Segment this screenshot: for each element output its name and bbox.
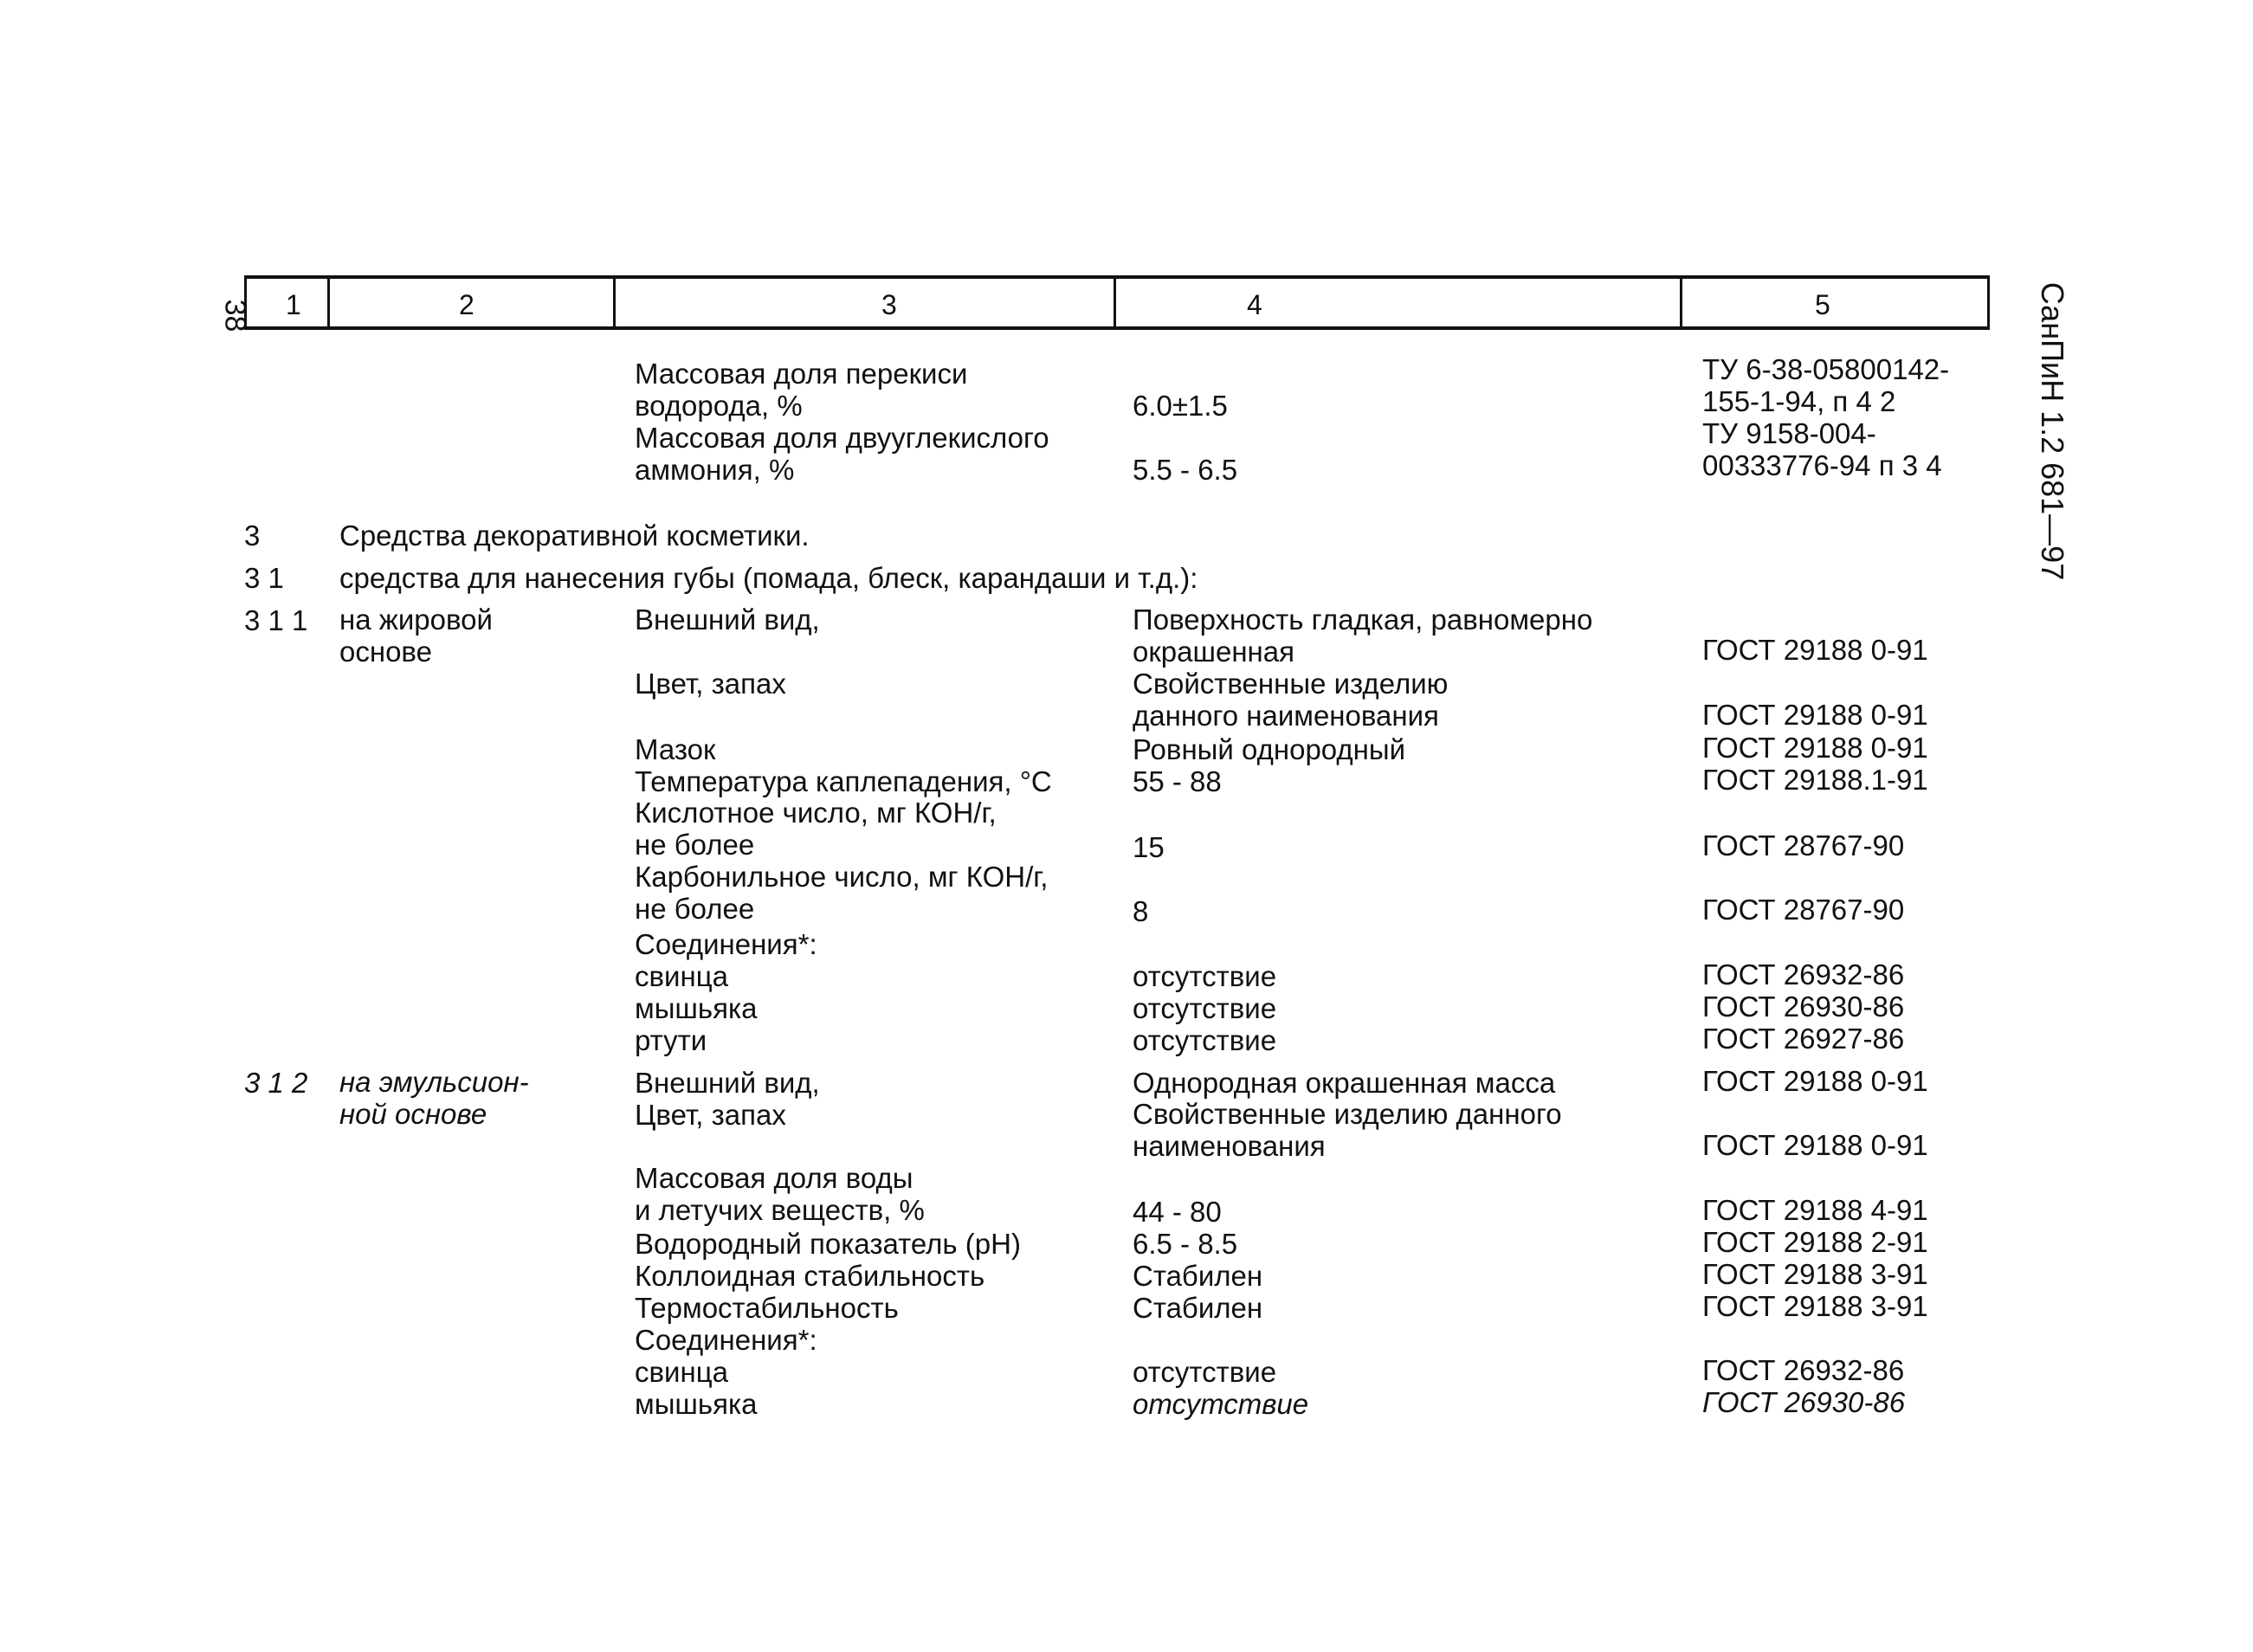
param-value: Стабилен (1133, 1292, 1263, 1324)
param-value: 8 (1133, 895, 1149, 927)
param-name: Термостабильность (635, 1292, 899, 1324)
param-standard: ГОСТ 29188 0-91 (1702, 1065, 1928, 1097)
header-divider (1114, 275, 1116, 330)
product-type: на эмульсион- ной основе (339, 1066, 529, 1130)
param-value: отсутствие (1133, 960, 1277, 992)
param-value: Ровный однородный (1133, 733, 1406, 765)
param-name: Соединения*: (635, 928, 817, 960)
param-value: Поверхность гладкая, равномерно окрашенная (1133, 603, 1593, 668)
param-standard: ГОСТ 29188 4-91 (1702, 1194, 1928, 1226)
param-name: Массовая доля воды и летучих веществ, % (635, 1162, 925, 1226)
param-standard: ГОСТ 29188 2-91 (1702, 1226, 1928, 1258)
param-name: Внешний вид, (635, 1067, 820, 1099)
header-divider (1680, 275, 1682, 330)
param-value: 44 - 80 (1133, 1196, 1222, 1228)
param-standard: ГОСТ 29188 3-91 (1702, 1258, 1928, 1290)
param-value: Свойственные изделию данного наименования (1133, 668, 1449, 732)
param-value: 15 (1133, 831, 1165, 863)
param-standard: ГОСТ 26932-86 (1702, 958, 1905, 991)
param-name: ртути (635, 1024, 707, 1056)
param-value: 55 - 88 (1133, 765, 1222, 797)
header-divider (327, 275, 330, 330)
param-name: Цвет, запах (635, 668, 786, 700)
product-type: на жировой основе (339, 603, 493, 668)
param-name: свинца (635, 960, 728, 992)
param-standard: ГОСТ 26930-86 (1702, 1386, 1906, 1418)
param-name: мышьяка (635, 1388, 758, 1420)
document-code: СанПиН 1.2 681—97 (2035, 281, 2070, 581)
header-col-5: 5 (1815, 289, 1830, 320)
param-standard: ГОСТ 26930-86 (1702, 991, 1905, 1023)
section-title: средства для нанесения губы (помада, блеск, карандаши и т.д.): (339, 562, 1198, 594)
param-value: Свойственные изделию данного наименования (1133, 1098, 1562, 1162)
table-header (244, 275, 1990, 330)
param-value: отсутствие (1133, 1356, 1277, 1388)
section-title: Средства декоративной косметики. (339, 519, 810, 552)
param-standard: ТУ 6-38-05800142- 155-1-94, п 4 2 (1702, 353, 1950, 417)
param-value: Однородная окрашенная масса (1133, 1067, 1556, 1099)
param-standard: ТУ 9158-004- 00333776-94 п 3 4 (1702, 417, 1942, 481)
param-value: отсутствие (1133, 1024, 1277, 1056)
param-name: Коллоидная стабильность (635, 1260, 985, 1292)
param-value: отсутствие (1133, 1388, 1309, 1420)
param-standard: ГОСТ 26932-86 (1702, 1354, 1905, 1386)
param-name: Соединения*: (635, 1324, 817, 1356)
param-name: Цвет, запах (635, 1099, 786, 1131)
header-divider (613, 275, 616, 330)
param-name: Температура каплепадения, °С (635, 765, 1052, 797)
param-value: 6.5 - 8.5 (1133, 1228, 1238, 1260)
param-standard: ГОСТ 29188 0-91 (1702, 732, 1928, 764)
param-standard: ГОСТ 28767-90 (1702, 894, 1905, 926)
section-number: 3 1 2 (244, 1067, 308, 1099)
param-standard: ГОСТ 29188 3-91 (1702, 1290, 1928, 1322)
param-name: Карбонильное число, мг КОН/г, не более (635, 861, 1049, 925)
param-value: 6.0±1.5 (1133, 390, 1228, 422)
param-standard: ГОСТ 28767-90 (1702, 829, 1905, 861)
page-number: 38 (218, 299, 252, 332)
section-number: 3 (244, 519, 261, 552)
param-name: Внешний вид, (635, 603, 820, 636)
param-standard: ГОСТ 26927-86 (1702, 1023, 1905, 1055)
param-name: Мазок (635, 733, 716, 765)
param-value: отсутствие (1133, 992, 1277, 1024)
param-name: Массовая доля перекиси водорода, % (635, 358, 968, 422)
section-number: 3 1 1 (244, 604, 308, 636)
param-name: мышьяка (635, 992, 758, 1024)
param-name: свинца (635, 1356, 728, 1388)
header-col-3: 3 (881, 289, 897, 320)
param-standard: ГОСТ 29188.1-91 (1702, 764, 1928, 796)
param-standard: ГОСТ 29188 0-91 (1702, 1129, 1928, 1161)
section-number: 3 1 (244, 562, 284, 594)
param-value: 5.5 - 6.5 (1133, 454, 1238, 486)
param-name: Водородный показатель (рН) (635, 1228, 1021, 1260)
param-value: Стабилен (1133, 1260, 1263, 1292)
header-col-4: 4 (1247, 289, 1262, 320)
header-col-2: 2 (459, 289, 474, 320)
param-standard: ГОСТ 29188 0-91 (1702, 699, 1928, 731)
param-standard: ГОСТ 29188 0-91 (1702, 634, 1928, 666)
header-col-1: 1 (286, 289, 301, 320)
param-name: Кислотное число, мг КОН/г, не более (635, 797, 997, 861)
param-name: Массовая доля двууглекислого аммония, % (635, 422, 1049, 486)
